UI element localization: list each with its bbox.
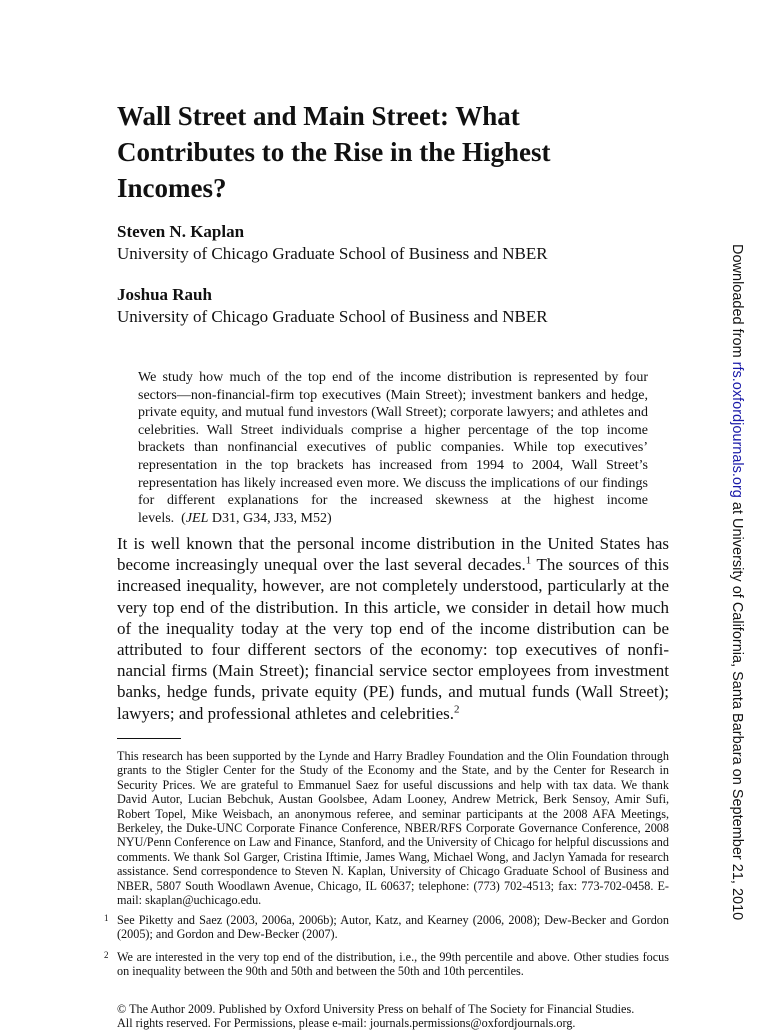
jel-open-paren: ( — [181, 510, 186, 526]
intro-text-part1: It is well known that the personal income distribution in the United States has become increasingly unequal over the last several decades. — [117, 534, 669, 575]
abstract — [138, 369, 648, 527]
intro-text-part2: The sources of this increased inequality, however, are not completely understood, particularly at the very top end of the distribution. In this article, we consider in detail how much of the inequality today at the very top end of the income distribution can be attributed to four different sectors of the economy: top executives of nonfinancial firms (Main Street); financial service sector employees from investment banks, hedge funds, private equity (PE) funds, and mutual funds (Wall Street); lawyers; and professional athletes and celebrities. — [117, 555, 669, 723]
author-name-2: Joshua Rauh — [117, 285, 212, 304]
author-name-1: Steven N. Kaplan — [117, 222, 245, 241]
author-affiliation-1: University of Chicago Graduate School of Business and NBER — [117, 244, 548, 263]
abstract-text: We study how much of the top end of the income distribution is represented by four sectors—non-financial-firm top executives (Main Street); investment bankers and hedge, private equity, and mutual fund investors (Wall Street); corporate lawyers; and athletes and celebrities. Wall Street individuals comprise a higher percentage of the top income brackets than nonfinancial executives of public companies. While top executives’ representation in the top brackets has increased from 1994 to 2004, Wall Street’s representation has likely increased even more. We discuss the implications of our findings for different explanations for the increased skewness at the highest income levels. — [138, 370, 648, 526]
footnote-2 — [104, 950, 669, 979]
download-prefix: Downloaded from — [729, 244, 745, 362]
jel-label: JEL — [185, 510, 209, 526]
paper-title: Wall Street and Main Street: What Contributes to the Rise in the Highest Incomes? — [117, 101, 551, 203]
intro-paragraph — [117, 533, 669, 724]
footnote-1 — [104, 913, 669, 942]
author-affiliation-2: University of Chicago Graduate School of Business and NBER — [117, 307, 548, 326]
jel-classification — [181, 511, 332, 526]
jel-codes: D31, G34, J33, M52 — [211, 510, 328, 526]
footnote-ref-2[interactable]: 2 — [454, 702, 460, 715]
download-suffix: at University of California, Santa Barbara on September 21, 2010 — [729, 497, 745, 921]
footnote-text-2: We are interested in the very top end of the distribution, i.e., the 99th percentile and above. Other studies focus on inequality between the 90th and 50th and between the 50th and 10th percentiles. — [117, 950, 669, 979]
download-watermark — [728, 244, 745, 920]
jel-close-paren: ) — [327, 510, 332, 526]
acknowledgment-footnote: This research has been supported by the Lynde and Harry Bradley Foundation and the Olin Foundation through grants to the Stigler Center for the Study of the Economy and the State, and by the Center for Research in Security Prices. We are grateful to Emmanuel Saez for useful discussions and help with tax data. We thank David Autor, Lucian Bebchuk, Austan Goolsbee, Adam Looney, Andrew Metrick, Berk Sensoy, Amir Sufi, Robert Topel, Mike Weisbach, an anonymous referee, and seminar participants at the 2008 AFA Meetings, Berkeley, the Duke-UNC Corporate Finance Conference, NBER/RFS Corporate Governance Conference, 2008 NYU/Penn Conference on Law and Finance, Stanford, and the University of Chicago for helpful discussions and comments. We thank Sol Garger, Cristina Iftimie, James Wang, Michael Wong, and Jaclyn Yamada for research assistance. Send correspondence to Steven N. Kaplan, University of Chicago Graduate School of Business and NBER, 5807 South Woodlawn Avenue, Chicago, IL 60637; telephone: (773) 702-4513; fax: 773-702-0458. E-mail: skaplan@uchicago.edu. — [117, 749, 669, 908]
footnote-ref-1[interactable]: 1 — [525, 554, 532, 567]
copyright-notice — [117, 1002, 677, 1031]
footnote-number-2: 2 — [104, 950, 109, 960]
footnote-number-1: 1 — [104, 913, 109, 923]
footnote-text-1: See Piketty and Saez (2003, 2006a, 2006b); Autor, Katz, and Kearney (2006, 2008); Dew-Becker and Gordon (2005); and Gordon and Dew-Becker (2007). — [117, 913, 669, 942]
journal-link[interactable]: rfs.oxfordjournals.org — [729, 361, 745, 498]
copyright-line-1: © The Author 2009. Published by Oxford University Press on behalf of The Society for Financial Studies. — [117, 1002, 635, 1016]
copyright-line-2: All rights reserved. For Permissions, please e-mail: journals.permissions@oxfordjournals.org. — [117, 1016, 576, 1031]
footnote-divider — [117, 738, 181, 739]
